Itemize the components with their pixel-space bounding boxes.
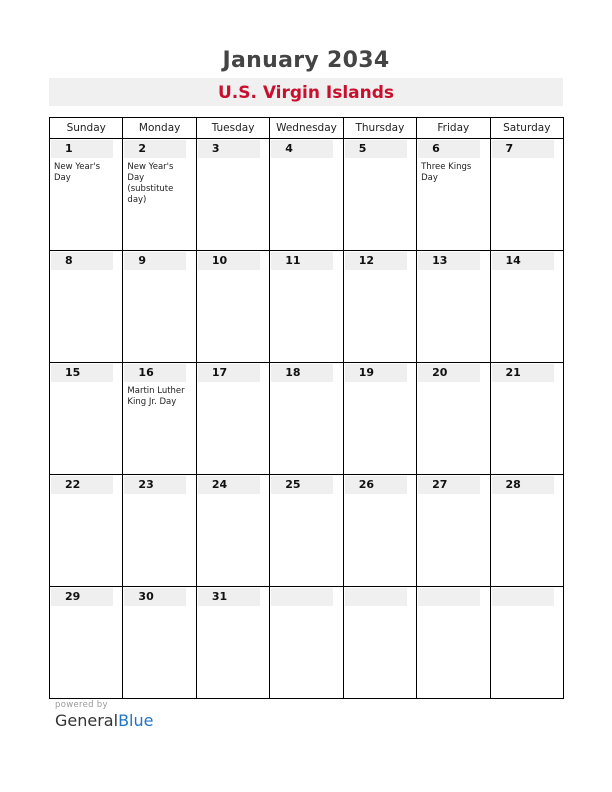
day-number: 27 [418, 476, 480, 494]
day-number: 29 [51, 588, 113, 606]
day-number: 13 [418, 252, 480, 270]
day-cell[interactable] [343, 475, 416, 587]
day-cell[interactable] [417, 475, 490, 587]
day-cell[interactable] [196, 251, 269, 363]
day-number: 14 [492, 252, 554, 270]
day-cell[interactable] [196, 139, 269, 251]
day-number: 25 [271, 476, 333, 494]
day-cell[interactable] [50, 475, 123, 587]
day-cell[interactable] [123, 139, 196, 251]
day-number: 23 [124, 476, 186, 494]
day-number: 16 [124, 364, 186, 382]
day-cell[interactable] [50, 363, 123, 475]
day-number: 18 [271, 364, 333, 382]
day-cell[interactable] [343, 363, 416, 475]
day-cell[interactable] [417, 363, 490, 475]
day-number: 26 [345, 476, 407, 494]
day-number [345, 588, 407, 606]
weekday-header: Tuesday [196, 118, 269, 139]
day-cell[interactable] [123, 475, 196, 587]
day-cell[interactable] [270, 363, 343, 475]
day-cell[interactable] [270, 475, 343, 587]
day-number: 22 [51, 476, 113, 494]
day-cell[interactable] [343, 139, 416, 251]
day-number [418, 588, 480, 606]
week-row [50, 251, 564, 363]
day-number: 17 [198, 364, 260, 382]
day-number: 5 [345, 140, 407, 158]
day-cell[interactable] [490, 139, 563, 251]
day-cell[interactable] [196, 475, 269, 587]
day-number: 31 [198, 588, 260, 606]
day-cell[interactable] [270, 251, 343, 363]
region-name: U.S. Virgin Islands [217, 83, 395, 103]
day-number: 3 [198, 140, 260, 158]
powered-by-text: powered by [55, 700, 108, 710]
day-cell[interactable] [417, 251, 490, 363]
day-cell[interactable] [490, 251, 563, 363]
week-row [50, 139, 564, 251]
day-cell[interactable] [490, 475, 563, 587]
day-number [271, 588, 333, 606]
generalblue-logo[interactable] [55, 711, 153, 730]
day-number: 30 [124, 588, 186, 606]
day-cell[interactable] [343, 251, 416, 363]
day-number [492, 588, 554, 606]
day-cell[interactable] [196, 587, 269, 699]
holiday-label: Three Kings Day [421, 162, 472, 183]
day-number: 15 [51, 364, 113, 382]
day-number: 19 [345, 364, 407, 382]
day-number: 10 [198, 252, 260, 270]
week-row [50, 363, 564, 475]
weekday-header: Monday [123, 118, 196, 139]
day-number: 11 [271, 252, 333, 270]
holiday-label: Martin Luther King Jr. Day [127, 386, 185, 407]
day-number: 24 [198, 476, 260, 494]
footer [55, 700, 153, 730]
day-number: 7 [492, 140, 554, 158]
day-number: 4 [271, 140, 333, 158]
week-row [50, 587, 564, 699]
day-cell[interactable] [490, 363, 563, 475]
day-cell[interactable] [123, 251, 196, 363]
holiday-label: New Year's Day (substitute day) [127, 162, 174, 205]
calendar-title: January 2034 [222, 48, 390, 73]
brand-blue: Blue [118, 711, 154, 730]
day-number: 8 [51, 252, 113, 270]
day-cell[interactable] [270, 139, 343, 251]
day-cell[interactable] [50, 251, 123, 363]
day-cell[interactable] [417, 587, 490, 699]
day-cell[interactable] [343, 587, 416, 699]
day-cell[interactable] [270, 587, 343, 699]
calendar-grid [49, 117, 564, 699]
weekday-header: Wednesday [270, 118, 343, 139]
weekday-header: Sunday [50, 118, 123, 139]
day-number: 21 [492, 364, 554, 382]
weekday-header: Friday [417, 118, 490, 139]
region-banner [49, 78, 563, 106]
day-cell[interactable] [50, 587, 123, 699]
holiday-label: New Year's Day [54, 162, 101, 183]
day-number: 9 [124, 252, 186, 270]
weekday-header-row [50, 118, 564, 139]
weekday-header: Thursday [343, 118, 416, 139]
weekday-header: Saturday [490, 118, 563, 139]
day-number: 20 [418, 364, 480, 382]
brand-general: General [55, 711, 119, 730]
day-cell[interactable] [123, 587, 196, 699]
day-number: 28 [492, 476, 554, 494]
day-cell[interactable] [196, 363, 269, 475]
day-number: 6 [418, 140, 480, 158]
day-number: 1 [51, 140, 113, 158]
day-number: 12 [345, 252, 407, 270]
day-number: 2 [124, 140, 186, 158]
day-cell[interactable] [490, 587, 563, 699]
day-cell[interactable] [123, 363, 196, 475]
week-row [50, 475, 564, 587]
day-cell[interactable] [50, 139, 123, 251]
day-cell[interactable] [417, 139, 490, 251]
